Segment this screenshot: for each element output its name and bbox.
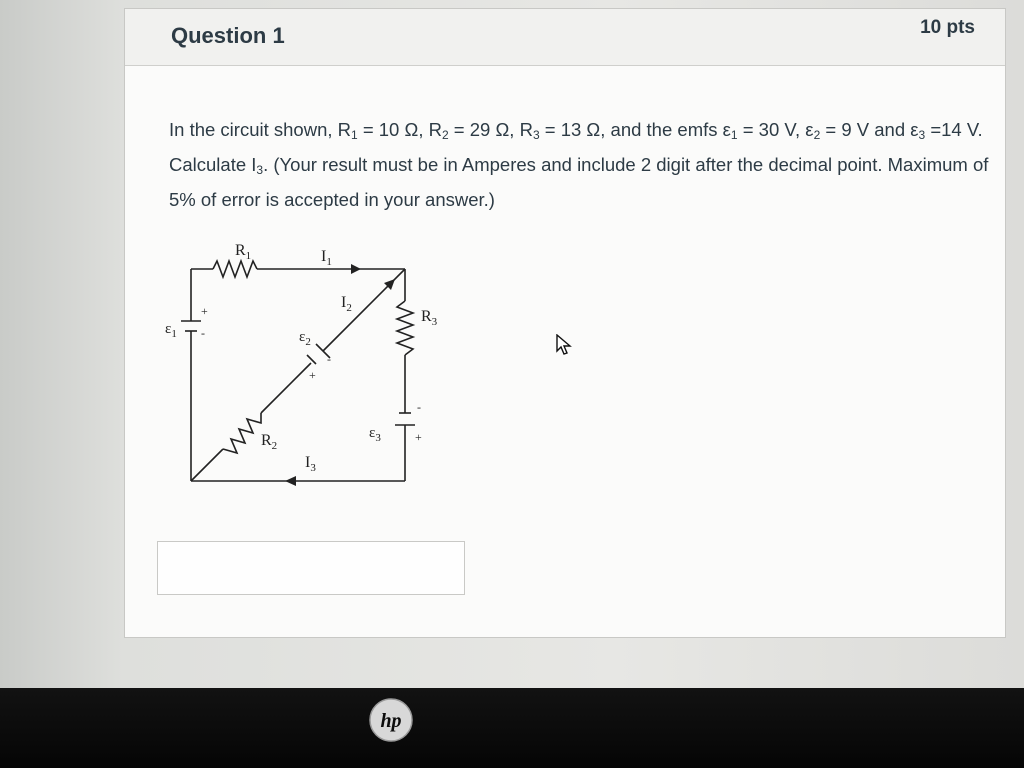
laptop-bezel	[0, 688, 1024, 768]
resistor-r3	[397, 301, 413, 355]
label-i3: $I_3$	[305, 454, 316, 474]
question-card	[124, 8, 1006, 638]
sign-e3-minus: -	[417, 400, 421, 414]
label-e2: $\varepsilon_2$	[299, 329, 311, 348]
sign-e1-plus: +	[201, 304, 208, 318]
hp-logo-icon	[368, 697, 414, 743]
resistor-r1	[213, 261, 257, 277]
label-r2: $R_2$	[261, 432, 278, 452]
label-r1: $R_1$	[235, 242, 252, 262]
label-e1: $\varepsilon_1$	[165, 321, 177, 340]
label-i1: $I_1$	[321, 248, 332, 268]
arrow-i1	[351, 264, 361, 274]
sign-e3-plus: +	[415, 430, 422, 444]
sign-e2-minus: -	[327, 352, 331, 366]
circuit-wire-diagonal-bottom	[191, 449, 223, 481]
sign-e2-plus: +	[309, 368, 316, 382]
battery-e1	[181, 321, 201, 331]
question-header	[125, 9, 1005, 66]
label-e3: $\varepsilon_3$	[369, 425, 381, 444]
question-title: Question 1	[171, 23, 285, 48]
arrow-i3	[285, 476, 296, 486]
label-i2: $I_2$	[341, 294, 352, 314]
question-points: 10 pts	[920, 17, 975, 38]
sign-e1-minus: -	[201, 326, 205, 340]
resistor-r2	[223, 413, 261, 453]
circuit-diagram	[165, 231, 465, 491]
label-r3: $R_3$	[421, 308, 438, 328]
battery-e3	[395, 413, 415, 425]
svg-text:hp: hp	[380, 710, 402, 732]
question-text: In the circuit shown, $R_1 = 10$ Ω, $R_2 = 29$ Ω, $R_3 = 13$ Ω, and the emfs $\varepsilon_1 = 30$ V, $\varepsilon_2 = 9$ V and $\varepsilon_3 =14$ V. Calculate $I_3$. (Your result must be in Amperes and include 2 digit after the decimal point. Maximum of 5% of error is accepted in your answer.)	[169, 119, 989, 210]
mouse-pointer-icon	[556, 334, 574, 356]
answer-input[interactable]	[157, 541, 465, 595]
